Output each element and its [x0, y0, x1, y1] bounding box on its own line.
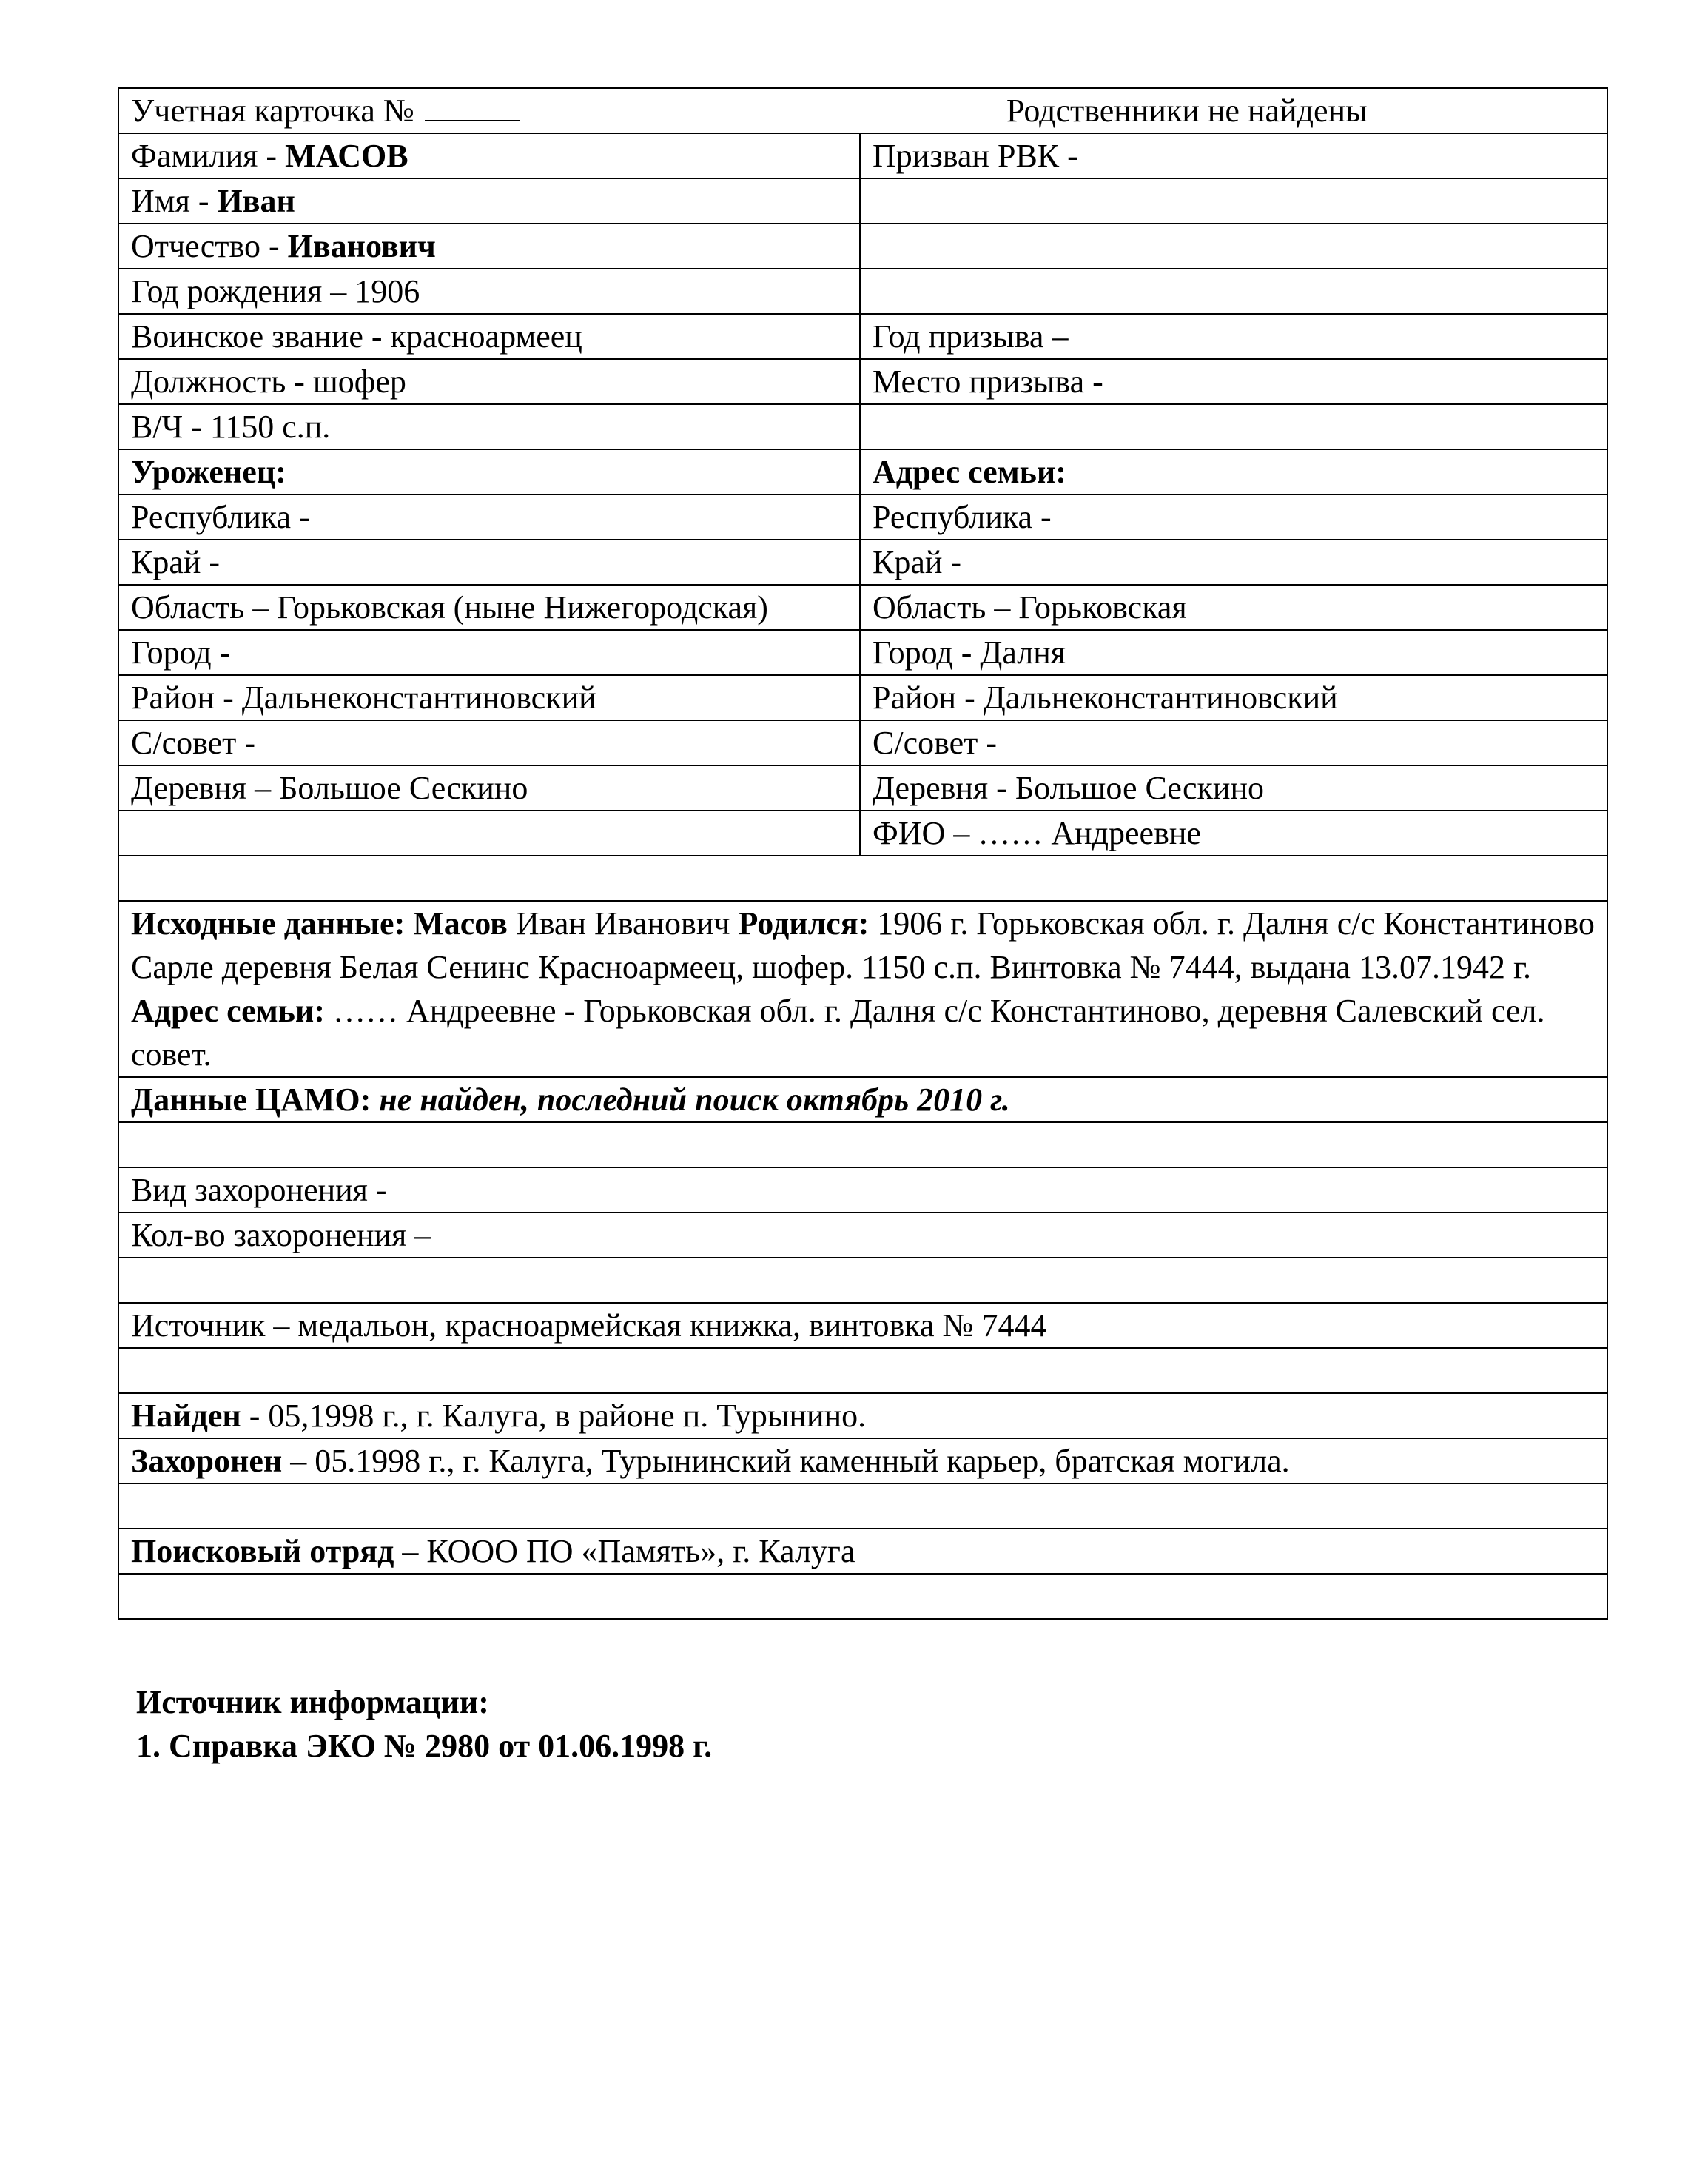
birth-year: Год рождения – 1906: [118, 269, 860, 314]
born-label: Родился:: [738, 905, 870, 942]
empty-cell: [860, 224, 1607, 269]
table-row: [118, 88, 1607, 133]
native-oblast: Область – Горьковская (ныне Нижегородская): [118, 585, 860, 630]
family-krai: Край -: [860, 540, 1607, 585]
tsamo-value: не найден, последний поиск октябрь 2010 г.: [371, 1082, 1010, 1118]
empty-cell: [118, 811, 860, 856]
table-row: [118, 178, 1607, 224]
table-row: [118, 224, 1607, 269]
draft-year: Год призыва –: [860, 314, 1607, 359]
family-heading: Адрес семьи:: [860, 449, 1607, 494]
table-row: [118, 359, 1607, 404]
table-row: [118, 1529, 1607, 1574]
table-row: [118, 720, 1607, 765]
table-row: [118, 765, 1607, 811]
empty-row: [118, 1122, 1607, 1167]
table-row: [118, 1483, 1607, 1529]
military-rank: Воинское звание - красноармеец: [118, 314, 860, 359]
search-team-cell: [118, 1529, 1607, 1574]
table-row: [118, 585, 1607, 630]
family-republic: Республика -: [860, 494, 1607, 540]
empty-row: [118, 1258, 1607, 1303]
native-republic: Республика -: [118, 494, 860, 540]
tsamo-cell: [118, 1077, 1607, 1122]
table-row: [118, 1213, 1607, 1258]
surname-value: МАСОВ: [285, 138, 408, 174]
source-text-2: …… Андреевне - Горьковская обл. г. Далня с/с Константиново, деревня Салевский сел. совет.: [131, 993, 1545, 1073]
native-council: С/совет -: [118, 720, 860, 765]
found-value: - 05,1998 г., г. Калуга, в районе п. Турынино.: [241, 1398, 867, 1434]
position: Должность - шофер: [118, 359, 860, 404]
table-row: [118, 675, 1607, 720]
draft-place: Место призыва -: [860, 359, 1607, 404]
search-team-label: Поисковый отряд: [131, 1533, 394, 1569]
table-row: [118, 856, 1607, 901]
info-source-item: 1. Справка ЭКО № 2980 от 01.06.1998 г.: [136, 1728, 713, 1764]
table-row: [118, 1438, 1607, 1483]
table-row: [118, 1167, 1607, 1213]
family-district: Район - Дальнеконстантиновский: [860, 675, 1607, 720]
military-unit: В/Ч - 1150 с.п.: [118, 404, 860, 449]
buried-value: – 05.1998 г., г. Калуга, Турынинский каменный карьер, братская могила.: [282, 1443, 1290, 1479]
card-header-cell: [118, 88, 1607, 133]
card-number-label: Учетная карточка №: [131, 93, 414, 129]
found-label: Найден: [131, 1398, 241, 1434]
native-village: Деревня – Большое Сескино: [118, 765, 860, 811]
draft-rvk: Призван РВК -: [860, 133, 1607, 178]
source-data-label: Исходные данные:: [131, 905, 406, 942]
native-district: Район - Дальнеконстантиновский: [118, 675, 860, 720]
info-source-heading: Источник информации:: [136, 1684, 489, 1720]
family-city: Город - Далня: [860, 630, 1607, 675]
table-row: [118, 404, 1607, 449]
table-row: [118, 901, 1607, 1077]
native-krai: Край -: [118, 540, 860, 585]
surname-label: Фамилия -: [131, 138, 286, 174]
burial-count: Кол-во захоронения –: [118, 1213, 1607, 1258]
table-row: [118, 1574, 1607, 1619]
source-text-1: 1906 г. Горьковская обл. г. Далня с/с Константиново Сарле деревня Белая Сенинс Красноармеец, шофер. 1150 с.п. Винтовка № 7444, выдана 13.07.1942 г.: [131, 905, 1595, 985]
name-label: Имя -: [131, 183, 218, 219]
table-row: [118, 1393, 1607, 1438]
table-row: [118, 540, 1607, 585]
empty-row: [118, 1483, 1607, 1529]
table-row: [118, 449, 1607, 494]
burial-source: Источник – медальон, красноармейская книжка, винтовка № 7444: [118, 1303, 1607, 1348]
family-council: С/совет -: [860, 720, 1607, 765]
burial-type: Вид захоронения -: [118, 1167, 1607, 1213]
empty-row: [118, 856, 1607, 901]
source-surname: Масов: [413, 905, 508, 942]
empty-cell: [860, 404, 1607, 449]
table-row: [118, 1258, 1607, 1303]
record-card-table: [118, 87, 1608, 1620]
native-heading: Уроженец:: [118, 449, 860, 494]
empty-row: [118, 1348, 1607, 1393]
source-family-label: Адрес семьи:: [131, 993, 325, 1029]
family-village: Деревня - Большое Сескино: [860, 765, 1607, 811]
empty-row: [118, 1574, 1607, 1619]
source-data-cell: [118, 901, 1607, 1077]
table-row: [118, 133, 1607, 178]
card-number-blank: [425, 98, 520, 121]
table-row: [118, 1348, 1607, 1393]
source-name: Иван Иванович: [507, 905, 739, 942]
table-row: [118, 1303, 1607, 1348]
table-row: [118, 630, 1607, 675]
table-row: [118, 1077, 1607, 1122]
family-oblast: Область – Горьковская: [860, 585, 1607, 630]
family-fio: ФИО – …… Андреевне: [860, 811, 1607, 856]
search-team-value: – КООО ПО «Память», г. Калуга: [394, 1533, 855, 1569]
buried-label: Захоронен: [131, 1443, 283, 1479]
patronymic-value: Иванович: [287, 228, 436, 264]
native-city: Город -: [118, 630, 860, 675]
table-row: [118, 269, 1607, 314]
found-cell: [118, 1393, 1607, 1438]
table-row: [118, 314, 1607, 359]
patronymic-label: Отчество -: [131, 228, 288, 264]
info-source-section: [136, 1680, 712, 1768]
table-row: [118, 494, 1607, 540]
relatives-status: Родственники не найдены: [1006, 93, 1368, 129]
tsamo-label: Данные ЦАМО:: [131, 1082, 371, 1118]
table-row: [118, 811, 1607, 856]
buried-cell: [118, 1438, 1607, 1483]
empty-cell: [860, 269, 1607, 314]
table-row: [118, 1122, 1607, 1167]
empty-cell: [860, 178, 1607, 224]
name-value: Иван: [217, 183, 295, 219]
